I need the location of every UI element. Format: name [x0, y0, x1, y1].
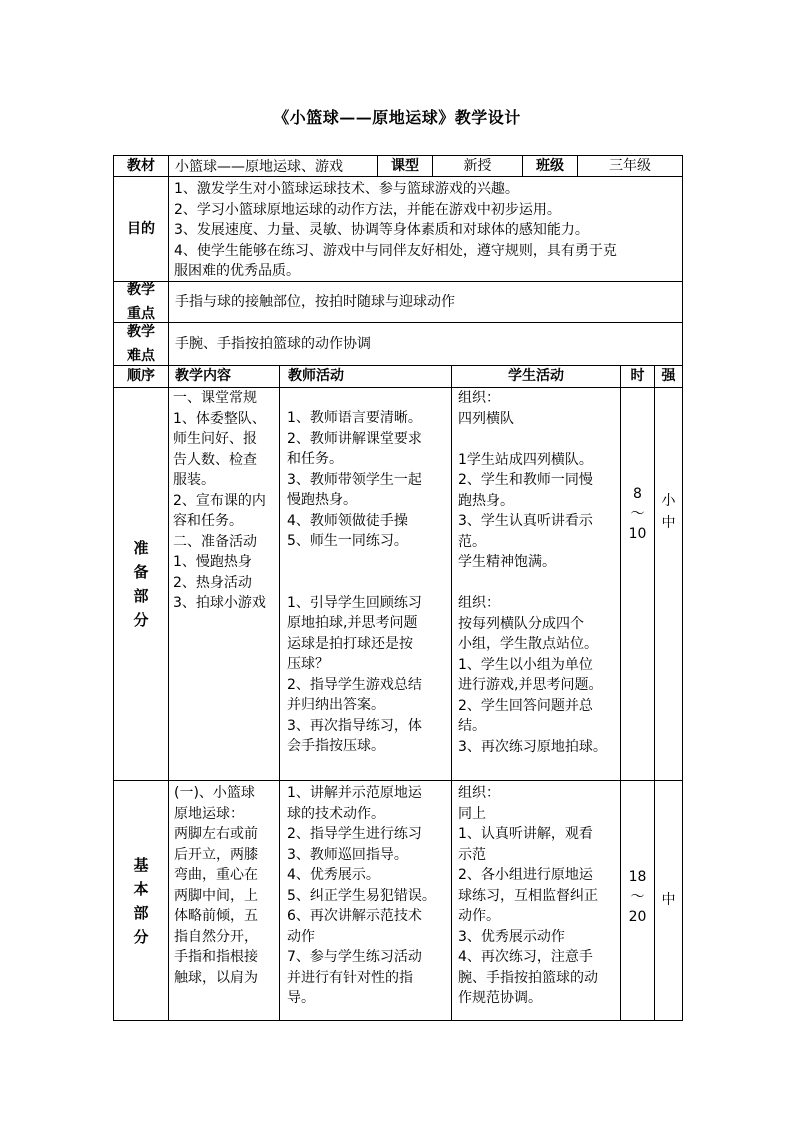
goal-line: 4、使学生能够在练习、游戏中与同伴友好相处，遵守规则，具有勇于克 — [174, 242, 617, 259]
section-preparation-student: 组织： 四列横队 1学生站成四列横队。 2、学生和教师一同慢 跑热身。 3、学生认真听讲看示 范。 学生精神饱满。 组织： 按每列横队分成四个 小组，学生散点站位。 1、学生以小组为单位 进行游戏,并思考问题。 2、学生回答问题并总 结。 3、再次练习原地拍球。 — [451, 387, 621, 781]
lesson-type-label: 课型 — [377, 155, 433, 177]
difficulty-value: 手腕、手指按拍篮球的动作协调 — [168, 322, 683, 366]
header-student: 学生活动 — [451, 365, 621, 388]
section-basic-intensity: 中 — [654, 780, 683, 1021]
header-time: 时 — [620, 365, 655, 388]
goal-line: 3、发展速度、力量、灵敏、协调等身体素质和对球体的感知能力。 — [174, 222, 589, 238]
goal-line: 1、激发学生对小篮球运球技术、参与篮球游戏的兴趣。 — [174, 181, 519, 197]
class-value: 三年级 — [577, 155, 683, 177]
class-label: 班级 — [522, 155, 578, 177]
header-content: 教学内容 — [168, 365, 280, 388]
section-preparation-time: 8 ～ 10 — [620, 387, 655, 781]
section-basic-teacher: 1、讲解并示范原地运 球的技术动作。 2、指导学生进行练习 3、教师巡回指导。 4、优秀展示。 5、纠正学生易犯错误。 6、再次讲解示范技术 动作 7、参与学生练习活动 并进行有针对性的指 导。 — [279, 780, 452, 1021]
section-preparation-content: 一、课堂常规 1、体委整队、 师生问好、报 告人数、检查 服装。 2、宣布课的内 容和任务。 二、准备活动 1、慢跑热身 2、热身活动 3、拍球小游戏 — [168, 387, 280, 781]
material-label: 教材 — [113, 155, 169, 177]
header-intensity: 强 — [654, 365, 683, 388]
section-preparation-label: 准 备 部 分 — [113, 387, 169, 781]
section-basic-student: 组织： 同上 1、认真听讲解，观看 示范 2、各小组进行原地运 球练习，互相监督纠正 动作。 3、优秀展示动作 4、再次练习，注意手 腕、手指按拍篮球的动 作规范协调。 — [451, 780, 621, 1021]
section-preparation-teacher: 1、教师语言要清晰。 2、教师讲解课堂要求 和任务。 3、教师带领学生一起 慢跑热身。 4、教师领做徒手操 5、师生一同练习。 1、引导学生回顾练习 原地拍球,并思考问题 运球是拍打球还是按 压球？ 2、指导学生游戏总结 并归纳出答案。 3、再次指导练习，体 会手指按压球。 — [279, 387, 452, 781]
goals-text — [168, 176, 683, 282]
goal-line: 服困难的优秀品质。 — [174, 263, 300, 279]
section-preparation-intensity: 小 中 — [654, 387, 683, 781]
section-basic-content: (一)、小篮球 原地运球： 两脚左右或前 后开立，两膝 弯曲，重心在 两脚中间，上 体略前倾，五 指自然分开， 手指和指根接 触球，以肩为 — [168, 780, 280, 1021]
lesson-type-value: 新授 — [432, 155, 523, 177]
section-basic-label: 基 本 部 分 — [113, 780, 169, 1021]
material-value: 小篮球——原地运球、游戏 — [168, 155, 378, 177]
section-basic-time: 18 ～ 20 — [620, 780, 655, 1021]
header-teacher: 教师活动 — [279, 365, 452, 388]
goal-line: 2、学习小篮球原地运球的动作方法，并能在游戏中初步运用。 — [174, 201, 561, 218]
difficulty-label: 教学 难点 — [113, 322, 169, 366]
key-point-value: 手指与球的接触部位，按拍时随球与迎球动作 — [168, 281, 683, 323]
goals-label: 目的 — [113, 176, 169, 282]
key-point-label: 教学 重点 — [113, 281, 169, 323]
page-title: 《小篮球——原地运球》教学设计 — [273, 108, 521, 127]
header-order: 顺序 — [113, 365, 169, 388]
